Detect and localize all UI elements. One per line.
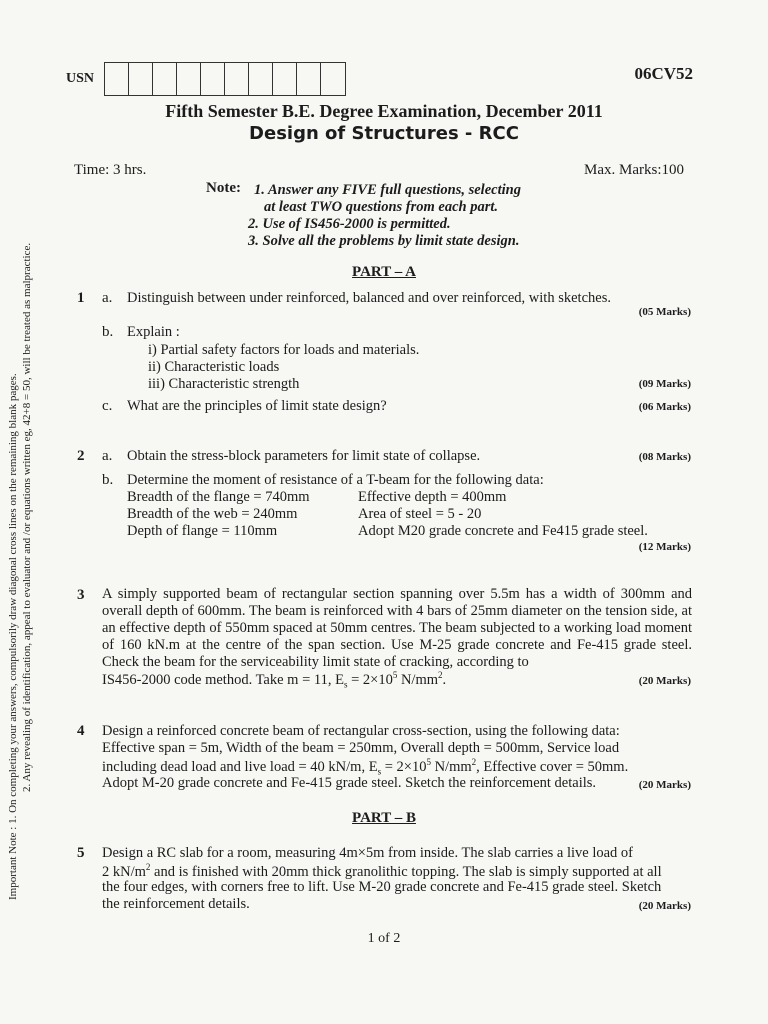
q2b-data-left-2: Breadth of the web = 240mm: [127, 506, 298, 522]
question-number: 2: [77, 448, 85, 464]
part-b-heading: PART – B: [352, 810, 416, 826]
q3-text: A simply supported beam of rectangular section spanning over 5.5m has a width of 300mm and overall depth of 600mm. The beam is reinforced with 4 bars of 25mm diameter on the tension side, at an effective depth of 550mm spaced at 50mm centres. The beam subjected to a working load moment of 160 kN.m at the centre of the span section. Use M-25 grade concrete and Fe-415 grade steel. Check the beam for the serviceability limit state of cracking, according to: [102, 586, 692, 670]
q2b-data-right-1: Effective depth = 400mm: [358, 489, 507, 505]
paper-code: 06CV52: [634, 64, 693, 83]
q4-line-2: Effective span = 5m, Width of the beam = 250mm, Overall depth = 500mm, Service load: [102, 740, 620, 756]
q4-line-4: Adopt M-20 grade concrete and Fe-415 grade steel. Sketch the reinforcement details.: [102, 775, 597, 791]
question-number: 3: [77, 587, 85, 603]
usn-box: [225, 63, 249, 95]
q1b-item-3: iii) Characteristic strength: [148, 376, 300, 392]
question-number: 1: [77, 290, 85, 306]
usn-box: [201, 63, 225, 95]
q4-marks: (20 Marks): [638, 779, 691, 791]
note-label: Note:: [206, 180, 241, 196]
subject-title: Design of Structures - RCC: [249, 123, 519, 144]
q4-line-3: including dead load and live load = 40 kN/m, $E_s = 2\times 10^5$ $N/mm^2$, Effective cover = 50mm.: [102, 757, 629, 777]
usn-box: [129, 63, 153, 95]
q1a-marks: (05 Marks): [638, 306, 691, 318]
side-important-note: [6, 243, 34, 900]
q2b-data-left-3: Depth of flange = 110mm: [127, 523, 278, 539]
usn-input-boxes: [104, 62, 346, 96]
sub-label: b.: [102, 324, 114, 340]
page-number: 1 of 2: [367, 931, 401, 946]
usn-box: [273, 63, 297, 95]
q3-last-line: IS456-2000 code method. Take m = 11, $E_s = 2\times 10^5$ $N/mm^2$.: [102, 670, 447, 690]
note-line-2: at least TWO questions from each part.: [264, 199, 499, 215]
q2b-data-left-1: Breadth of the flange = 740mm: [127, 489, 310, 505]
sub-label: a.: [102, 290, 113, 306]
q1c-marks: (06 Marks): [638, 401, 691, 413]
sub-label: b.: [102, 472, 114, 488]
q5-line-1: Design a RC slab for a room, measuring 4m×5m from inside. The slab carries a live load of: [102, 845, 633, 861]
usn-box: [177, 63, 201, 95]
exam-time: Time: 3 hrs.: [74, 162, 147, 178]
usn-box: [105, 63, 129, 95]
question-number: 4: [77, 723, 85, 739]
q1b-item-1: i) Partial safety factors for loads and materials.: [148, 342, 420, 358]
q5-line-3: the four edges, with corners free to lift. Use M-20 grade concrete and Fe-415 grade steel. Sketch: [102, 879, 662, 895]
q5-line-2: 2 $kN/m^2$ and is finished with 20mm thick granolithic topping. The slab is simply supported at all: [102, 862, 662, 880]
q1b-text: Explain :: [127, 324, 180, 340]
q5-line-4: the reinforcement details.: [102, 896, 250, 912]
q3-marks: (20 Marks): [638, 675, 691, 687]
usn-box: [153, 63, 177, 95]
sub-label: a.: [102, 448, 113, 464]
usn-box: [249, 63, 273, 95]
usn-label: USN: [66, 71, 95, 86]
question-number: 5: [77, 845, 85, 861]
q2a-text: Obtain the stress-block parameters for limit state of collapse.: [127, 448, 481, 464]
q2b-data-right-2: Area of steel = 5 - 20: [358, 506, 482, 522]
q2b-text: Determine the moment of resistance of a T-beam for the following data:: [127, 472, 544, 488]
max-marks: Max. Marks:100: [584, 162, 684, 178]
q2b-data-right-3: Adopt M20 grade concrete and Fe415 grade steel.: [358, 523, 648, 539]
side-note-line-2: 2. Any revealing of identification, appeal to evaluator and /or equations written eg, 42+8 = 50, will be treated as malpractice.: [21, 242, 33, 792]
side-note-line-1: Important Note : 1. On completing your answers, compulsorily draw diagonal cross lines on the remaining blank pages.: [7, 373, 19, 900]
part-a-heading: PART – A: [352, 264, 416, 280]
q1a-text: Distinguish between under reinforced, balanced and over reinforced, with sketches.: [127, 290, 611, 306]
note-line-4: 3. Solve all the problems by limit state design.: [248, 233, 520, 249]
q2b-marks: (12 Marks): [638, 541, 691, 553]
q1b-marks: (09 Marks): [638, 378, 691, 390]
q1b-item-2: ii) Characteristic loads: [148, 359, 280, 375]
sub-label: c.: [102, 398, 113, 414]
q5-marks: (20 Marks): [638, 900, 691, 912]
q1c-text: What are the principles of limit state design?: [127, 398, 387, 414]
usn-box: [297, 63, 321, 95]
q2a-marks: (08 Marks): [638, 451, 691, 463]
note-line-1: 1. Answer any FIVE full questions, selecting: [254, 182, 521, 198]
q4-line-1: Design a reinforced concrete beam of rectangular cross-section, using the following data:: [102, 723, 620, 739]
exam-title: Fifth Semester B.E. Degree Examination, December 2011: [165, 101, 603, 121]
usn-box: [321, 63, 345, 95]
note-line-3: 2. Use of IS456-2000 is permitted.: [248, 216, 451, 232]
